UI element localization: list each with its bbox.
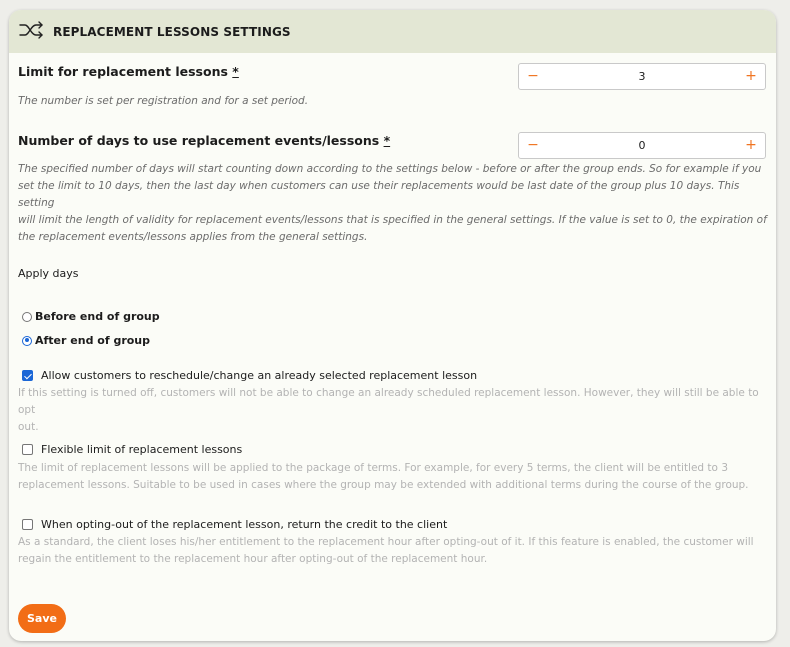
days-description: [18, 161, 768, 246]
days-value-input[interactable]: 0: [638, 139, 646, 152]
return-credit-checkbox[interactable]: [22, 519, 33, 530]
reschedule-setting[interactable]: [22, 369, 477, 382]
description-line: the replacement events/lessons applies from the general settings.: [18, 231, 368, 243]
radio-after-end-of-group[interactable]: [22, 334, 150, 347]
days-decrement-button[interactable]: −: [527, 137, 539, 153]
limit-decrement-button[interactable]: −: [527, 68, 539, 84]
return-credit-label: When opting-out of the replacement lesson, return the credit to the client: [41, 518, 448, 531]
return-credit-help: [18, 534, 768, 568]
apply-days-label: Apply days: [18, 267, 79, 280]
card-title: REPLACEMENT LESSONS SETTINGS: [53, 24, 291, 39]
help-line: As a standard, the client loses his/her entitlement to the replacement hour after opting-out of it. If this feature is enabled, the customer will: [18, 536, 754, 548]
limit-description: The number is set per registration and for a set period.: [18, 95, 309, 107]
limit-increment-button[interactable]: +: [745, 68, 757, 84]
radio-button-selected[interactable]: [22, 336, 32, 346]
shuffle-icon: [19, 21, 45, 43]
required-mark: *: [383, 133, 391, 148]
description-line: will limit the length of validity for replacement events/lessons that is specified in the general settings. If the value is set to 0, the expiration of: [18, 214, 767, 226]
help-line: out.: [18, 421, 39, 433]
save-button[interactable]: Save: [18, 604, 66, 633]
days-label-text: Number of days to use replacement events/lessons: [18, 133, 380, 148]
required-mark: *: [232, 64, 239, 79]
flexible-limit-label: Flexible limit of replacement lessons: [41, 443, 243, 456]
flexible-limit-setting[interactable]: [22, 443, 242, 456]
card-header: [9, 10, 776, 53]
radio-before-end-of-group[interactable]: [22, 310, 160, 323]
reschedule-label: Allow customers to reschedule/change an already selected replacement lesson: [41, 369, 478, 382]
description-line: set the limit to 10 days, then the last day when customers can use their replacements would be last date of the group plus 10 days. This setting: [18, 180, 740, 209]
days-label: [18, 133, 390, 148]
radio-button[interactable]: [22, 312, 32, 322]
replacement-settings-card: [9, 10, 776, 641]
limit-stepper: [518, 63, 766, 90]
help-line: replacement lessons. Suitable to be used in cases where the group may be extended with additional terms during the course of the group.: [18, 479, 749, 491]
limit-value-input[interactable]: 3: [638, 70, 646, 83]
help-line: If this setting is turned off, customers will not be able to change an already scheduled replacement lesson. However, they will still be able to opt: [18, 387, 759, 416]
days-increment-button[interactable]: +: [745, 137, 757, 153]
help-line: The limit of replacement lessons will be applied to the package of terms. For example, for every 5 terms, the client will be entitled to 3: [18, 462, 728, 474]
radio-label: After end of group: [35, 334, 151, 347]
limit-label-text: Limit for replacement lessons: [18, 64, 228, 79]
days-stepper: [518, 132, 766, 159]
reschedule-help: [18, 385, 768, 436]
reschedule-checkbox[interactable]: [22, 370, 33, 381]
limit-label: [18, 64, 239, 79]
return-credit-setting[interactable]: [22, 518, 447, 531]
flexible-limit-help: [18, 460, 768, 494]
flexible-limit-checkbox[interactable]: [22, 444, 33, 455]
help-line: regain the entitlement to the replacement hour after opting-out of the replacement hour.: [18, 553, 488, 565]
radio-label: Before end of group: [35, 310, 160, 323]
description-line: The specified number of days will start counting down according to the settings below - before or after the group ends. So for example if you: [18, 163, 762, 175]
